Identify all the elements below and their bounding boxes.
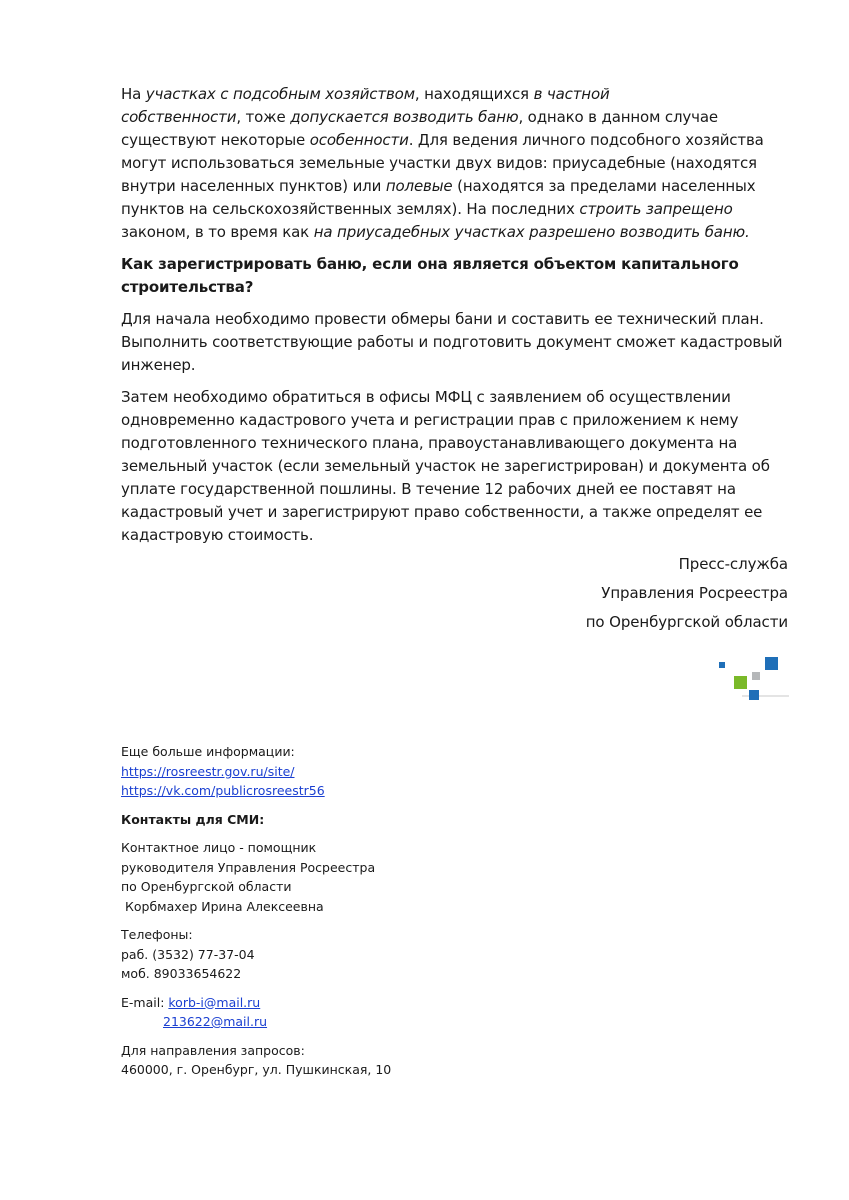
- email-label: E-mail:: [121, 994, 169, 1010]
- text-line: подготовленного технического плана, правоустанавливающего документа на: [121, 434, 738, 452]
- text-line: инженер.: [121, 356, 196, 374]
- text-line: [121, 198, 796, 221]
- section-heading: [121, 253, 796, 299]
- text-line: Затем необходимо обратиться в офисы МФЦ с заявлением об осуществлении: [121, 388, 731, 406]
- paragraph-mfc-registration: [121, 386, 796, 547]
- more-info-block: [121, 742, 391, 801]
- media-contacts-heading: Контакты для СМИ:: [121, 811, 265, 827]
- text-run: . Для ведения личного подсобного хозяйства: [408, 131, 764, 149]
- text-line: Для начала необходимо провести обмеры бани и составить ее технический план.: [121, 310, 764, 328]
- signature-line: по Оренбургской области: [585, 613, 788, 631]
- work-phone: раб. (3532) 77-37-04: [121, 946, 255, 962]
- text-run: (находятся за пределами населенных: [452, 177, 756, 195]
- italic-text-run: полевые: [385, 177, 453, 195]
- text-run: , тоже: [236, 108, 291, 126]
- contacts-block: [121, 742, 391, 1089]
- mobile-phone: моб. 89033654622: [121, 966, 242, 981]
- text-run: пунктов на сельскохозяйственных землях). На последних: [121, 200, 580, 218]
- postal-address: 460000, г. Оренбург, ул. Пушкинская, 10: [121, 1062, 392, 1077]
- text-run: , находящихся: [414, 85, 534, 103]
- text-line: [121, 175, 796, 198]
- text-run: , однако в данном случае: [518, 108, 718, 126]
- contact-person-line: по Оренбургской области: [121, 879, 292, 894]
- italic-text-run: участках с подсобным хозяйством: [145, 85, 415, 103]
- text-line: [121, 221, 796, 244]
- text-line: уплате государственной пошлины. В течение 12 рабочих дней ее поставят на: [121, 480, 736, 498]
- email-link-1[interactable]: korb-i@mail.ru: [168, 994, 261, 1010]
- rosreestr-logo-icon: [712, 655, 790, 705]
- logo-square-green: [734, 676, 747, 689]
- main-text: [121, 83, 796, 556]
- logo-square-gray: [752, 672, 760, 680]
- italic-text-run: особенности: [309, 131, 409, 149]
- contact-person-name: Корбмахер Ирина Алексеевна: [125, 898, 324, 914]
- contact-person-line: Контактное лицо - помощник: [121, 840, 317, 855]
- text-run: существуют некоторые: [121, 131, 310, 149]
- text-line: Выполнить соответствующие работы и подготовить документ сможет кадастровый: [121, 333, 783, 351]
- email-block: [121, 993, 391, 1032]
- phones-label: Телефоны:: [121, 927, 193, 942]
- logo-square-bottom-blue: [749, 690, 759, 700]
- heading-line: Как зарегистрировать баню, если она является объектом капитального: [121, 255, 739, 273]
- text-run: могут использоваться земельные участки двух видов: приусадебные (находятся: [121, 154, 757, 172]
- text-line: [121, 83, 796, 106]
- more-info-label: Еще больше информации:: [121, 744, 295, 759]
- heading-line: строительства?: [121, 278, 254, 296]
- signature-block: [586, 550, 788, 637]
- text-line: кадастровый учет и зарегистрируют право собственности, а также определят ее: [121, 503, 763, 521]
- italic-text-run: собственности: [121, 108, 237, 126]
- contact-person-block: [121, 838, 391, 916]
- logo-square-large-blue: [765, 657, 778, 670]
- text-line: одновременно кадастрового учета и регистрации прав с приложением к нему: [121, 411, 739, 429]
- email-link-2[interactable]: 213622@mail.ru: [163, 1014, 268, 1029]
- requests-block: [121, 1041, 391, 1080]
- text-line: [121, 129, 796, 152]
- paragraph-technical-plan: [121, 308, 796, 377]
- text-line: кадастровую стоимость.: [121, 526, 314, 544]
- vk-page-link[interactable]: https://vk.com/publicrosreestr56: [121, 783, 325, 798]
- contact-person-line: руководителя Управления Росреестра: [121, 859, 376, 875]
- text-run: законом, в то время как: [121, 223, 314, 241]
- text-line: земельный участок (если земельный участок не зарегистрирован) и документа об: [121, 457, 770, 475]
- italic-text-run: на приусадебных участках разрешено возводить баню.: [313, 223, 750, 241]
- logo-square-small-blue: [719, 662, 725, 668]
- text-run: На: [121, 85, 146, 103]
- rosreestr-site-link[interactable]: https://rosreestr.gov.ru/site/: [121, 763, 295, 779]
- phones-block: [121, 925, 391, 984]
- text-line: [121, 152, 796, 175]
- italic-text-run: допускается возводить баню: [290, 108, 519, 126]
- text-run: внутри населенных пунктов) или: [121, 177, 386, 195]
- requests-label: Для направления запросов:: [121, 1042, 305, 1058]
- signature-line: Управления Росреестра: [601, 584, 788, 602]
- italic-text-run: в частной: [533, 85, 610, 103]
- signature-line: Пресс-служба: [678, 555, 788, 573]
- italic-text-run: строить запрещено: [579, 200, 733, 218]
- text-line: [121, 106, 796, 129]
- paragraph-bath-on-subsidiary-plots: [121, 83, 796, 244]
